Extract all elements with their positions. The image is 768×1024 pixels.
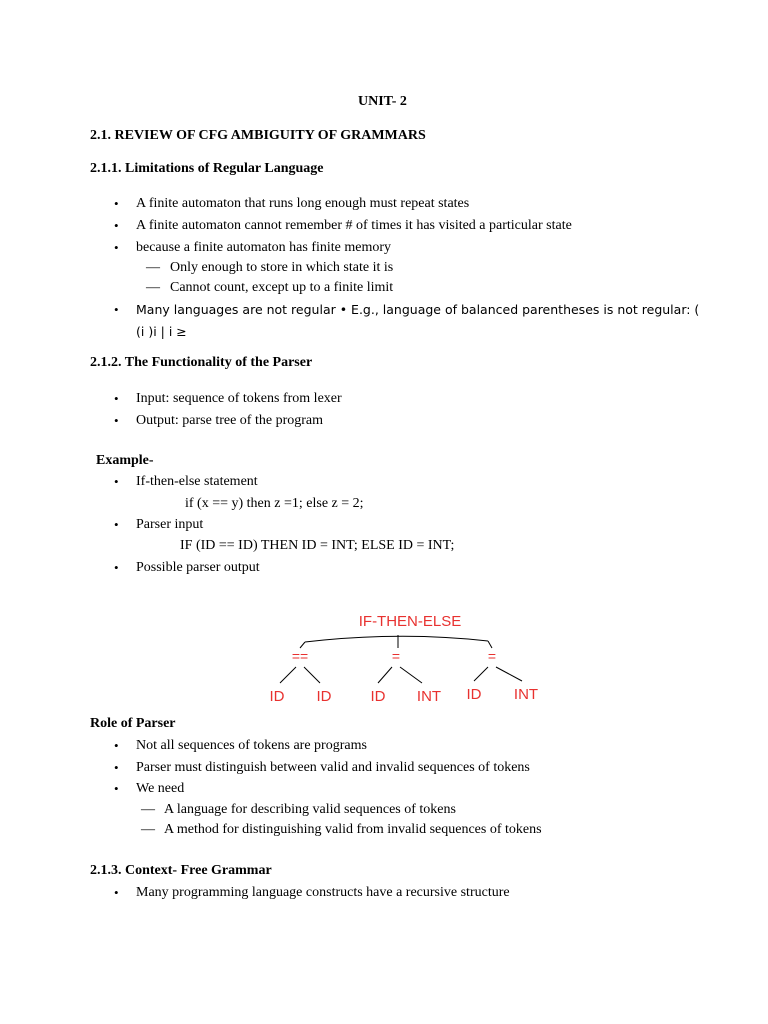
- heading-2-1-3: 2.1.3. Context- Free Grammar: [90, 863, 272, 878]
- tree-leaf-label: ID: [316, 688, 332, 705]
- bullet-marker: •: [114, 413, 119, 428]
- list-item: Many programming language constructs have a recursive structure: [136, 885, 510, 900]
- tree-node-label: =: [487, 648, 497, 664]
- list-item: Many languages are not regular • E.g., language of balanced parentheses is not regular: (: [136, 302, 700, 317]
- dash-marker: —: [141, 822, 155, 837]
- bullet-marker: •: [114, 781, 119, 796]
- tree-leaf-label: ID: [370, 688, 386, 705]
- parse-tree-diagram: [260, 605, 560, 710]
- bullet-marker: •: [114, 218, 119, 233]
- bullet-marker: •: [114, 517, 119, 532]
- tree-edge: [488, 641, 492, 648]
- code-line: IF (ID == ID) THEN ID = INT; ELSE ID = INT;: [180, 538, 455, 553]
- tree-edge: [280, 667, 296, 683]
- list-item: because a finite automaton has finite memory: [136, 240, 392, 255]
- list-item: Possible parser output: [136, 560, 260, 575]
- bullet-marker: •: [114, 560, 119, 575]
- dash-marker: —: [146, 260, 160, 275]
- bullet-marker: •: [114, 391, 119, 406]
- list-item: A finite automaton cannot remember # of times it has visited a particular state: [136, 218, 572, 233]
- tree-edge: [474, 667, 488, 681]
- list-item: If-then-else statement: [136, 474, 258, 489]
- tree-root-label: IF-THEN-ELSE: [358, 613, 462, 630]
- tree-leaf-label: INT: [416, 688, 442, 705]
- list-item: Parser input: [136, 517, 204, 532]
- unit-title: UNIT- 2: [358, 94, 407, 109]
- dash-marker: —: [146, 280, 160, 295]
- list-item-continuation: (i )i | i ≥: [136, 324, 187, 339]
- tree-edge: [496, 667, 522, 681]
- list-item: We need: [136, 781, 185, 796]
- section-title: 2.1. REVIEW OF CFG AMBIGUITY OF GRAMMARS: [90, 128, 426, 143]
- tree-edge: [378, 667, 392, 683]
- list-item: Not all sequences of tokens are programs: [136, 738, 367, 753]
- tree-leaf-label: ID: [269, 688, 285, 705]
- tree-edge: [400, 667, 422, 683]
- tree-node-label: =: [391, 648, 401, 664]
- code-line: if (x == y) then z =1; else z = 2;: [185, 496, 364, 511]
- bullet-marker: •: [114, 738, 119, 753]
- bullet-marker: •: [114, 302, 119, 317]
- example-heading: Example-: [96, 453, 154, 468]
- bullet-marker: •: [114, 196, 119, 211]
- heading-2-1-2: 2.1.2. The Functionality of the Parser: [90, 355, 313, 370]
- bullet-marker: •: [114, 885, 119, 900]
- sub-list-item: Cannot count, except up to a finite limit: [170, 280, 394, 295]
- tree-node-label: ==: [291, 648, 309, 664]
- list-item: Input: sequence of tokens from lexer: [136, 391, 342, 406]
- bullet-marker: •: [114, 474, 119, 489]
- dash-marker: —: [141, 802, 155, 817]
- sub-list-item: A language for describing valid sequences of tokens: [164, 802, 456, 817]
- tree-edge: [304, 667, 320, 683]
- bullet-marker: •: [114, 760, 119, 775]
- bullet-marker: •: [114, 240, 119, 255]
- tree-leaf-label: INT: [513, 686, 539, 703]
- role-of-parser-heading: Role of Parser: [90, 716, 176, 731]
- heading-2-1-1: 2.1.1. Limitations of Regular Language: [90, 161, 324, 176]
- list-item: A finite automaton that runs long enough must repeat states: [136, 196, 470, 211]
- sub-list-item: A method for distinguishing valid from invalid sequences of tokens: [164, 822, 542, 837]
- sub-list-item: Only enough to store in which state it is: [170, 260, 394, 275]
- list-item: Parser must distinguish between valid and invalid sequences of tokens: [136, 760, 530, 775]
- list-item: Output: parse tree of the program: [136, 413, 323, 428]
- tree-edge: [305, 636, 488, 642]
- tree-leaf-label: ID: [466, 686, 482, 703]
